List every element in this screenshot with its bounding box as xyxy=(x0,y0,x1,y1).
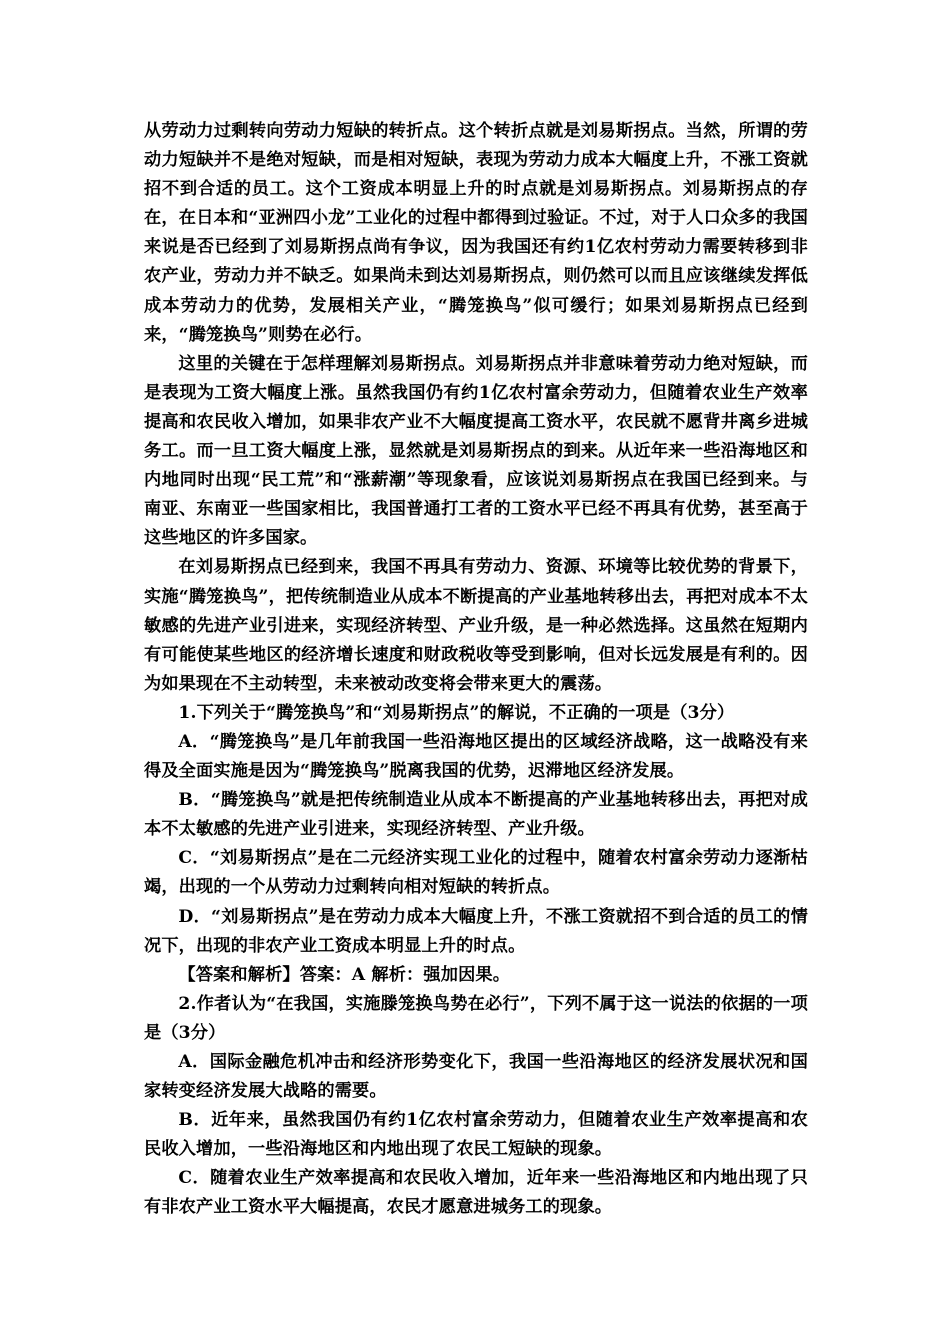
question-1-option-a: A．“腾笼换鸟”是几年前我国一些沿海地区提出的区域经济战略，这一战略没有来得及全面实施是因为“腾笼换鸟”脱离我国的优势，迟滞地区经济发展。 xyxy=(144,731,808,782)
question-2-option-b: B．近年来，虽然我国仍有约1亿农村富余劳动力，但随着农业生产效率提高和农民收入增加，一些沿海地区和内地出现了农民工短缺的现象。 xyxy=(144,1110,808,1160)
paragraph-key-understanding: 这里的关键在于怎样理解刘易斯拐点。刘易斯拐点并非意味着劳动力绝对短缺，而是表现为工资大幅度上涨。虽然我国仍有约1亿农村富余劳动力，但随着农业生产效率提高和农民收入增加，如果非农产业不大幅度提高工资水平，农民就不愿背井离乡进城务工。而一旦工资大幅度上涨，显然就是刘易斯拐点的到来。从近年来一些沿海地区和内地同时出现“民工荒”和“涨薪潮”等现象看，应该说刘易斯拐点在我国已经到来。与南亚、东南亚一些国家相比，我国普通打工者的工资水平已经不再具有优势，甚至高于这些地区的许多国家。 xyxy=(144,353,808,549)
question-2-stem: 2.作者认为“在我国，实施滕笼换鸟势在必行”，下列不属于这一说法的依据的一项是（3分） xyxy=(144,993,808,1043)
question-1-option-d: D．“刘易斯拐点”是在劳动力成本大幅度上升，不涨工资就招不到合适的员工的情况下，出现的非农产业工资成本明显上升的时点。 xyxy=(144,906,808,956)
question-1-stem: 1.下列关于“腾笼换鸟”和“刘易斯拐点”的解说，不正确的一项是（3分） xyxy=(178,702,735,723)
question-2-option-a: A．国际金融危机冲击和经济形势变化下，我国一些沿海地区的经济发展状况和国家转变经济发展大战略的需要。 xyxy=(144,1052,808,1102)
question-1-option-c: C．“刘易斯拐点”是在二元经济实现工业化的过程中，随着农村富余劳动力逐渐枯竭，出现的一个从劳动力过剩转向相对短缺的转折点。 xyxy=(144,848,808,898)
paragraph-lewis-turning-point-intro: 从劳动力过剩转向劳动力短缺的转折点。这个转折点就是刘易斯拐点。当然，所谓的劳动力短缺并不是绝对短缺，而是相对短缺，表现为劳动力成本大幅度上升，不涨工资就招不到合适的员工。这个工资成本明显上升的时点就是刘易斯拐点。刘易斯拐点的存在，在日本和“亚洲四小龙”工业化的过程中都得到过验证。不过，对于人口众多的我国来说是否已经到了刘易斯拐点尚有争议，因为我国还有约1亿农村劳动力需要转移到非农产业，劳动力并不缺乏。如果尚未到达刘易斯拐点，则仍然可以而且应该继续发挥低成本劳动力的优势，发展相关产业，“腾笼换鸟”似可缓行；如果刘易斯拐点已经到来，“腾笼换鸟”则势在必行。 xyxy=(144,121,808,345)
question-1-answer: 【答案和解析】答案：A 解析：强加因果。 xyxy=(178,964,511,985)
document-body xyxy=(144,117,808,1223)
question-2-option-c: C．随着农业生产效率提高和农民收入增加，近年来一些沿海地区和内地出现了只有非农产业工资水平大幅提高，农民才愿意进城务工的现象。 xyxy=(144,1168,808,1218)
paragraph-inevitable-choice: 在刘易斯拐点已经到来，我国不再具有劳动力、资源、环境等比较优势的背景下，实施“腾笼换鸟”，把传统制造业从成本不断提高的产业基地转移出去，再把对成本不太敏感的先进产业引进来，实现经济转型、产业升级，是一种必然选择。这虽然在短期内有可能使某些地区的经济增长速度和财政税收等受到影响，但对长远发展是有利的。因为如果现在不主动转型，未来被动改变将会带来更大的震荡。 xyxy=(144,557,808,694)
question-1-option-b: B．“腾笼换鸟”就是把传统制造业从成本不断提高的产业基地转移出去，再把对成本不太敏感的先进产业引进来，实现经济转型、产业升级。 xyxy=(144,790,808,840)
